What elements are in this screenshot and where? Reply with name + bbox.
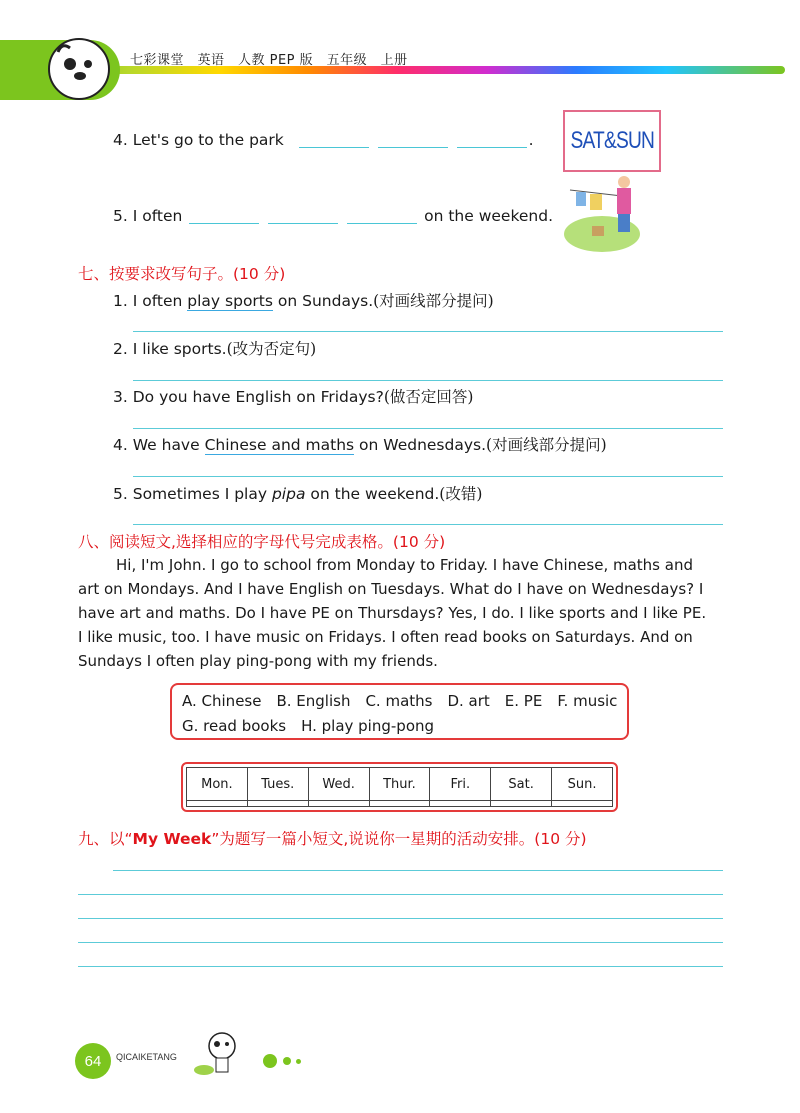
- item-number: 1.: [113, 292, 128, 310]
- fill-blank[interactable]: [189, 223, 259, 224]
- writing-line[interactable]: [78, 894, 723, 895]
- day-header: Sun.: [552, 768, 613, 801]
- answer-line[interactable]: [133, 380, 723, 381]
- item-text: Do you have English on Fridays?: [132, 388, 384, 406]
- fill-blank[interactable]: [347, 223, 417, 224]
- answer-cell[interactable]: [552, 801, 613, 807]
- answer-line[interactable]: [133, 428, 723, 429]
- answer-cell[interactable]: [247, 801, 308, 807]
- passage-line: Hi, I'm John. I go to school from Monday to Friday. I have Chinese, maths and: [116, 556, 693, 574]
- title-emphasis: My Week: [132, 830, 212, 848]
- fill-blank[interactable]: [457, 147, 527, 148]
- header-title: 七彩课堂 英语 人教 PEP 版 五年级 上册: [130, 53, 408, 68]
- fill-blank[interactable]: [378, 147, 448, 148]
- answer-line[interactable]: [133, 476, 723, 477]
- item-instruction: (改错): [439, 485, 483, 503]
- sat-sun-sign: [563, 110, 661, 172]
- writing-line[interactable]: [78, 942, 723, 943]
- sec7-item-3: [113, 385, 473, 407]
- sec7-item-5: [113, 482, 482, 504]
- title-suffix: ”为题写一篇小短文,说说你一星期的活动安排。(10 分): [211, 830, 587, 848]
- sec7-item-1: [113, 289, 494, 311]
- week-table: [181, 762, 618, 812]
- fill-blank[interactable]: [268, 223, 338, 224]
- item-number: 2.: [113, 340, 128, 358]
- mascot-icon: [48, 38, 110, 100]
- section-8-title: 八、阅读短文,选择相应的字母代号完成表格。(10 分): [78, 533, 446, 551]
- answer-cell[interactable]: [369, 801, 430, 807]
- question-4: [113, 131, 534, 149]
- sat-sun-label: SAT&SUN: [570, 127, 654, 154]
- section-9-title: [78, 827, 587, 849]
- answer-cell[interactable]: [187, 801, 248, 807]
- passage-line: have art and maths. Do I have PE on Thursdays? Yes, I do. I like sports and I like PE.: [78, 604, 707, 622]
- item-text: I like sports.: [132, 340, 227, 358]
- question-text: Let's go to the park: [132, 131, 284, 149]
- day-header: Mon.: [187, 768, 248, 801]
- footer-dot-medium: [283, 1057, 291, 1065]
- item-number: 3.: [113, 388, 128, 406]
- item-instruction: (对画线部分提问): [373, 292, 494, 310]
- sec7-item-4: [113, 433, 607, 455]
- answer-cell[interactable]: [430, 801, 491, 807]
- options-line-2: G. read books H. play ping-pong: [182, 717, 435, 735]
- answer-line[interactable]: [133, 331, 723, 332]
- item-number: 5.: [113, 485, 128, 503]
- item-instruction: (改为否定句): [226, 340, 317, 358]
- item-underlined: play sports: [187, 292, 273, 310]
- passage-line: art on Mondays. And I have English on Tuesdays. What do I have on Wednesdays? I: [78, 580, 704, 598]
- answer-cell[interactable]: [308, 801, 369, 807]
- options-box: [170, 683, 629, 740]
- item-text: Sometimes I play: [132, 485, 268, 503]
- day-header: Tues.: [247, 768, 308, 801]
- passage-line: I like music, too. I have music on Fridays. I often read books on Saturdays. And on: [78, 628, 693, 646]
- day-header: Fri.: [430, 768, 491, 801]
- item-text: We have: [132, 436, 200, 454]
- footer-mascot-icon: [192, 1030, 246, 1084]
- passage-line: Sundays I often play ping-pong with my friends.: [78, 652, 438, 670]
- options-line-1: A. Chinese B. English C. maths D. art E. PE F. music: [182, 692, 618, 710]
- question-5: [113, 207, 553, 225]
- question-end: on the weekend.: [424, 207, 553, 225]
- laundry-illustration: [562, 172, 642, 256]
- question-number: 5.: [113, 207, 128, 225]
- footer-brand: QICAIKETANG: [116, 1052, 177, 1062]
- writing-line[interactable]: [78, 966, 723, 967]
- question-text: I often: [132, 207, 183, 225]
- item-number: 4.: [113, 436, 128, 454]
- question-number: 4.: [113, 131, 128, 149]
- page-number: 64: [75, 1043, 111, 1079]
- section-7-title: 七、按要求改写句子。(10 分): [78, 265, 286, 283]
- table-answer-row: [187, 801, 613, 807]
- answer-cell[interactable]: [491, 801, 552, 807]
- question-end: .: [528, 131, 534, 149]
- writing-line[interactable]: [78, 918, 723, 919]
- title-prefix: 九、以“: [78, 830, 133, 848]
- day-header: Sat.: [491, 768, 552, 801]
- item-text: on Wednesdays.: [359, 436, 487, 454]
- item-instruction: (对画线部分提问): [486, 436, 607, 454]
- writing-line[interactable]: [113, 870, 723, 871]
- footer-dot-large: [263, 1054, 277, 1068]
- sec7-item-2: [113, 337, 316, 359]
- day-header: Thur.: [369, 768, 430, 801]
- item-instruction: (做否定回答): [383, 388, 474, 406]
- answer-line[interactable]: [133, 524, 723, 525]
- item-text: on the weekend.: [310, 485, 440, 503]
- day-header: Wed.: [308, 768, 369, 801]
- table-header-row: [187, 768, 613, 801]
- footer-dot-small: [296, 1059, 301, 1064]
- item-text: on Sundays.: [277, 292, 374, 310]
- fill-blank[interactable]: [299, 147, 369, 148]
- item-highlight: pipa: [271, 485, 306, 503]
- item-underlined: Chinese and maths: [204, 436, 355, 454]
- item-text: I often: [132, 292, 183, 310]
